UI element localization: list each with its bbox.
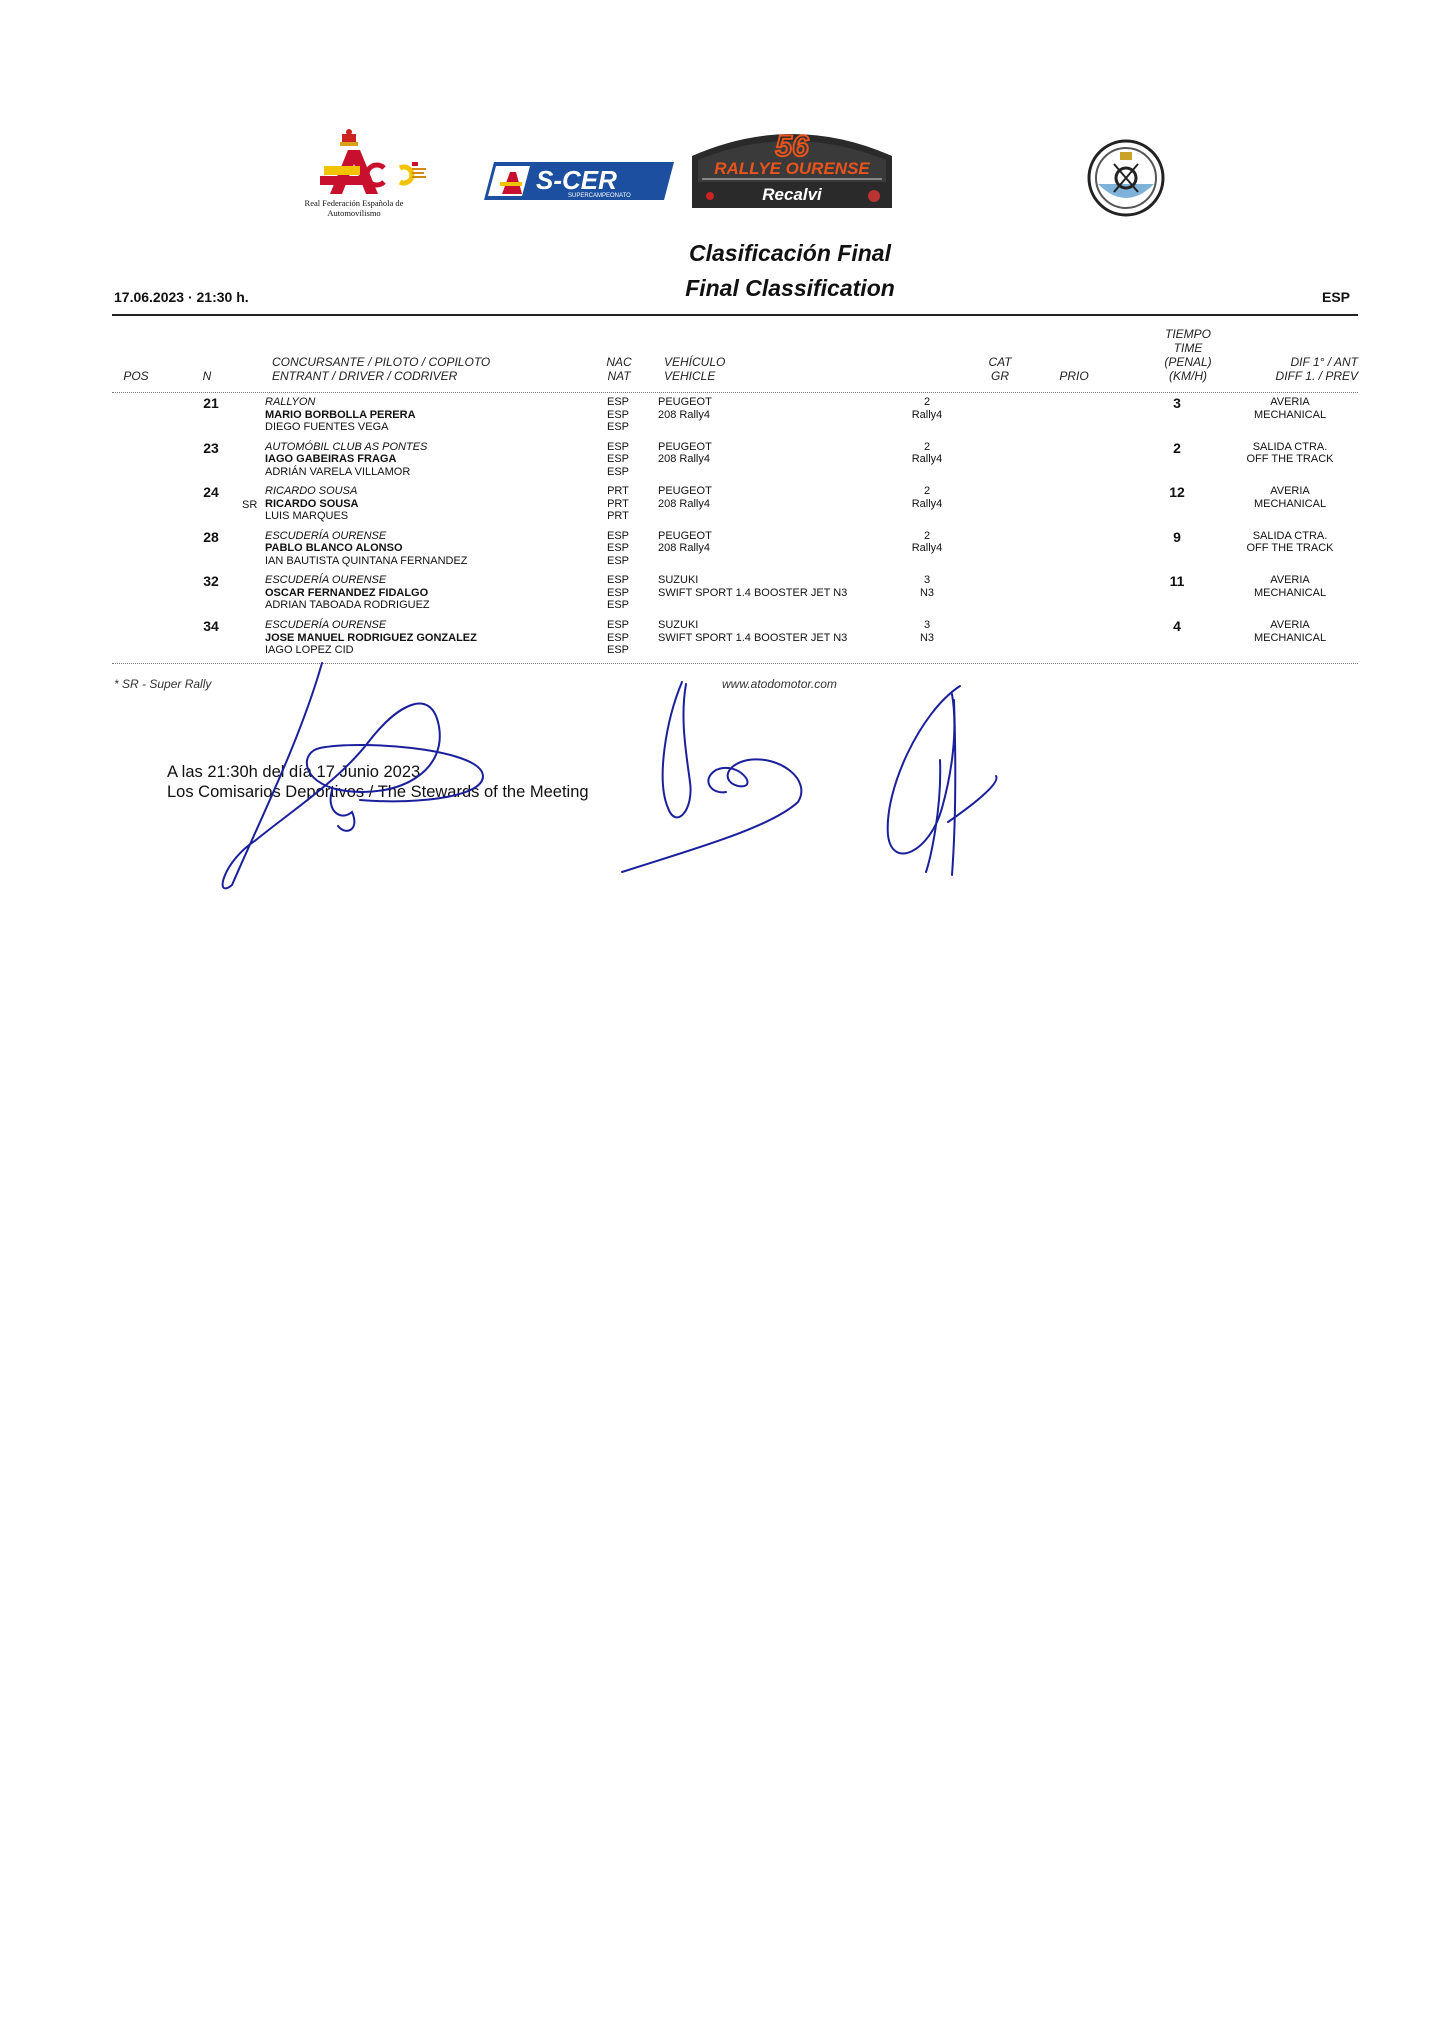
vehicle-make: PEUGEOT <box>658 440 712 453</box>
title-spanish: Clasificación Final <box>689 240 891 266</box>
category <box>902 574 952 599</box>
reason-es: AVERIA <box>1270 485 1310 498</box>
col-vehicle: VEHÍCULO VEHICLE <box>664 355 726 383</box>
driver-name: PABLO BLANCO ALONSO <box>265 542 403 555</box>
category-number: 3 <box>923 619 931 631</box>
driver-name: RICARDO SOUSA <box>265 497 359 510</box>
driver-name: MARIO BORBOLLA PERERA <box>265 408 416 421</box>
nationalities <box>600 485 636 523</box>
crew <box>265 530 468 568</box>
rally-number: 56 <box>775 130 809 163</box>
car-number: 34 <box>203 618 219 634</box>
nat-entrant: ESP <box>606 396 629 408</box>
category <box>902 441 952 466</box>
col-nat: NAC NAT <box>606 355 632 383</box>
driver-name: OSCAR FERNANDEZ FIDALGO <box>265 586 429 599</box>
retirement-reason <box>1222 396 1358 421</box>
scer-sub-text: SUPERCAMPEONATO <box>568 193 631 199</box>
codriver-name: IAN BAUTISTA QUINTANA FERNANDEZ <box>265 554 468 567</box>
stewards-line-2: Los Comisarios Deportivos / The Stewards of the Meeting <box>167 783 589 801</box>
time-value: 11 <box>1169 573 1185 590</box>
nat-driver: ESP <box>606 408 629 421</box>
vehicle <box>658 485 712 510</box>
nat-codriver: ESP <box>606 554 629 567</box>
super-rally-flag: SR <box>242 499 258 512</box>
crew <box>265 441 427 479</box>
table-bottom-rule <box>112 663 1358 664</box>
nat-driver: ESP <box>606 631 629 644</box>
reason-en: OFF THE TRACK <box>1246 453 1334 466</box>
table-row <box>112 530 1358 575</box>
nat-entrant: PRT <box>607 485 629 498</box>
date-time: 17.06.2023 · 21:30 h. <box>114 289 249 305</box>
vehicle-make: PEUGEOT <box>658 485 712 498</box>
vehicle-model: SWIFT SPORT 1.4 BOOSTER JET N3 <box>658 631 848 644</box>
group: N3 <box>919 631 935 644</box>
crew <box>265 485 359 523</box>
stewards-statement <box>167 762 589 802</box>
driver-name: IAGO GABEIRAS FRAGA <box>265 453 397 466</box>
retirement-reason <box>1222 574 1358 599</box>
reason-en: MECHANICAL <box>1253 631 1327 644</box>
vehicle-model: 208 Rally4 <box>658 542 710 555</box>
reason-en: MECHANICAL <box>1253 408 1327 421</box>
car-number: 32 <box>203 573 219 590</box>
scer-logo <box>484 162 674 200</box>
retirement-reason <box>1222 485 1358 510</box>
car-number: 24 <box>203 484 219 501</box>
header-rule <box>112 314 1358 316</box>
stewards-line-1: A las 21:30h del día 17 Junio 2023 <box>167 763 421 781</box>
nat-codriver: ESP <box>606 644 629 656</box>
country-code: ESP <box>1322 289 1351 305</box>
col-diff: DIF 1° / ANT DIFF 1. / PREV <box>1275 355 1358 383</box>
group: Rally4 <box>911 497 943 510</box>
reason-es: SALIDA CTRA. <box>1252 440 1328 453</box>
driver-name: JOSE MANUEL RODRIGUEZ GONZALEZ <box>265 631 477 644</box>
table-row <box>112 619 1358 664</box>
category-number: 2 <box>923 529 931 542</box>
vehicle <box>658 441 712 466</box>
car-number: 21 <box>203 395 219 411</box>
vehicle <box>658 530 712 555</box>
category-number: 2 <box>923 485 931 498</box>
codriver-name: IAGO LOPEZ CID <box>265 644 354 656</box>
time-value: 2 <box>1173 439 1181 456</box>
vehicle-model: 208 Rally4 <box>658 408 710 421</box>
website: www.atodomotor.com <box>722 677 837 691</box>
category <box>902 396 952 421</box>
entrant-name: ESCUDERÍA OURENSE <box>265 574 387 587</box>
col-time: TIEMPO TIME (PENAL) (KM/H) <box>1164 327 1212 383</box>
reason-es: AVERIA <box>1270 396 1310 408</box>
car-number: 28 <box>203 528 219 545</box>
escuderia-ourense-logo <box>1086 138 1166 218</box>
vehicle-make: SUZUKI <box>658 574 699 587</box>
title-english: Final Classification <box>685 275 895 301</box>
car-number: 23 <box>203 439 219 456</box>
reason-es: SALIDA CTRA. <box>1252 529 1328 542</box>
col-pos: POS <box>123 369 149 383</box>
nationalities <box>600 574 636 612</box>
retirement-reason <box>1222 619 1358 644</box>
vehicle-model: SWIFT SPORT 1.4 BOOSTER JET N3 <box>658 586 848 599</box>
group: Rally4 <box>911 542 943 555</box>
category-number: 3 <box>923 574 931 587</box>
category <box>902 485 952 510</box>
table-row <box>112 485 1358 530</box>
col-cat: CAT GR <box>988 355 1012 383</box>
reason-en: MECHANICAL <box>1253 586 1327 599</box>
retirement-reason <box>1222 530 1358 555</box>
footnote: * SR - Super Rally <box>114 677 212 691</box>
rally-ourense-logo <box>688 122 896 208</box>
nat-driver: ESP <box>606 586 629 599</box>
vehicle-model: 208 Rally4 <box>658 497 710 510</box>
entrant-name: RICARDO SOUSA <box>265 485 358 498</box>
scer-logo-text: S-CER <box>536 165 617 195</box>
vehicle-make: PEUGEOT <box>658 529 712 542</box>
group: N3 <box>919 586 935 599</box>
time-value: 4 <box>1173 618 1181 634</box>
vehicle <box>658 396 712 421</box>
nat-codriver: ESP <box>606 465 629 478</box>
codriver-name: DIEGO FUENTES VEGA <box>265 421 389 433</box>
category-number: 2 <box>923 396 931 408</box>
signature-3 <box>888 686 997 875</box>
nationalities <box>600 530 636 568</box>
entrant-name: RALLYON <box>265 396 316 408</box>
vehicle <box>658 619 847 644</box>
entrant-name: AUTOMÓBIL CLUB AS PONTES <box>265 440 428 453</box>
nat-entrant: ESP <box>606 440 629 453</box>
category-number: 2 <box>923 440 931 453</box>
codriver-name: ADRIÁN VARELA VILLAMOR <box>265 465 411 478</box>
vehicle <box>658 574 847 599</box>
entrant-name: ESCUDERÍA OURENSE <box>265 619 387 631</box>
reason-en: OFF THE TRACK <box>1246 542 1334 555</box>
nat-driver: PRT <box>607 497 629 510</box>
col-entrant: CONCURSANTE / PILOTO / COPILOTO ENTRANT / DRIVER / CODRIVER <box>272 355 491 383</box>
col-n: N <box>202 369 212 383</box>
nat-codriver: ESP <box>606 421 629 433</box>
table-row <box>112 441 1358 486</box>
vehicle-model: 208 Rally4 <box>658 453 710 466</box>
crown-icon <box>340 129 358 146</box>
table-row <box>112 396 1358 441</box>
vehicle-make: SUZUKI <box>658 619 699 631</box>
group: Rally4 <box>911 408 943 421</box>
codriver-name: LUIS MARQUES <box>265 510 349 523</box>
rally-sponsor: Recalvi <box>762 185 822 204</box>
nationalities <box>600 619 636 657</box>
crew <box>265 619 477 657</box>
nat-codriver: ESP <box>606 599 629 612</box>
header-divider <box>112 392 1358 393</box>
table-row <box>112 574 1358 619</box>
nat-entrant: ESP <box>606 529 629 542</box>
nat-driver: ESP <box>606 453 629 466</box>
nationalities <box>600 396 636 434</box>
nat-entrant: ESP <box>606 619 629 631</box>
category <box>902 530 952 555</box>
crew <box>265 396 416 434</box>
time-value: 9 <box>1173 528 1181 545</box>
federation-name: Real Federación Española de Automovilismo <box>304 198 404 218</box>
vehicle-make: PEUGEOT <box>658 396 712 408</box>
time-value: 3 <box>1173 395 1181 411</box>
entrant-name: ESCUDERÍA OURENSE <box>265 529 387 542</box>
reason-es: AVERIA <box>1270 574 1310 587</box>
reason-es: AVERIA <box>1270 619 1310 631</box>
signature-2 <box>622 682 801 872</box>
nationalities <box>600 441 636 479</box>
category <box>902 619 952 644</box>
reason-en: MECHANICAL <box>1253 497 1327 510</box>
nat-codriver: PRT <box>607 510 629 523</box>
group: Rally4 <box>911 453 943 466</box>
retirement-reason <box>1222 441 1358 466</box>
crew <box>265 574 430 612</box>
time-value: 12 <box>1169 484 1185 501</box>
nat-driver: ESP <box>606 542 629 555</box>
nat-entrant: ESP <box>606 574 629 587</box>
rally-name: RALLYE OURENSE <box>714 159 870 178</box>
codriver-name: ADRIAN TABOADA RODRIGUEZ <box>265 599 430 612</box>
col-prio: PRIO <box>1059 369 1089 383</box>
